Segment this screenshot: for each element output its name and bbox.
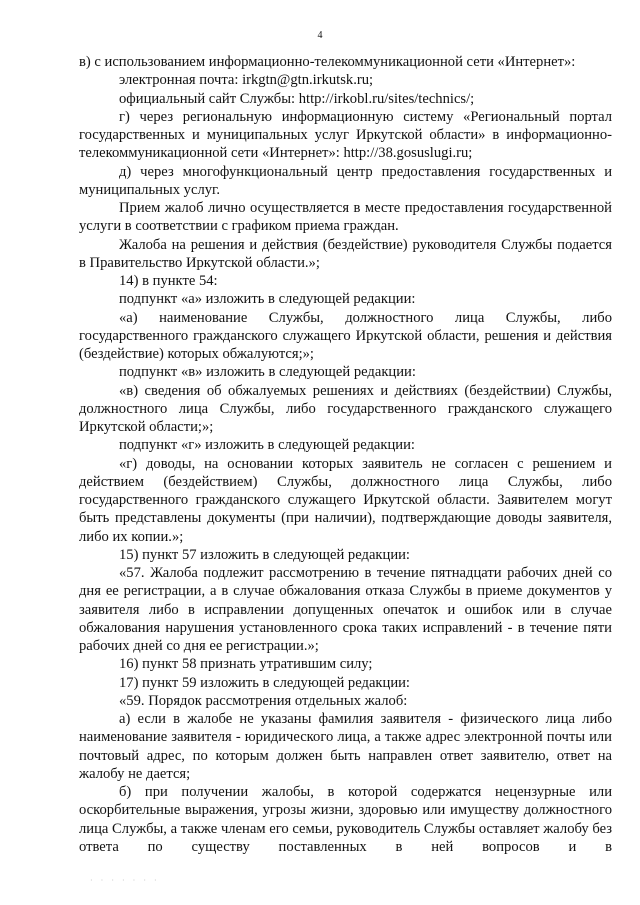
scan-artifact-marks: · · · · · · · [90, 876, 160, 885]
clause-59-item-a: а) если в жалобе не указаны фамилия заявителя - физического лица либо наименование заявителя - юридического лица, а также адрес электронной почты или почтовый адрес, по которым должен быть направлен ответ заявителю, ответ на жалобу не дается; [79, 711, 612, 782]
paragraph-item-v: в) с использованием информационно-телекоммуникационной сети «Интернет»: [79, 54, 576, 70]
amendment-17: 17) пункт 59 изложить в следующей редакции: [119, 674, 410, 691]
subitem-g-instruction: подпункт «г» изложить в следующей редакции: [119, 437, 415, 454]
page-number: 4 [317, 30, 323, 41]
amendment-15: 15) пункт 57 изложить в следующей редакции: [119, 546, 410, 563]
clause-59-heading: «59. Порядок рассмотрения отдельных жалоб: [119, 692, 408, 709]
subitem-v-instruction: подпункт «в» изложить в следующей редакции: [119, 364, 416, 381]
paragraph-item-d: д) через многофункциональный центр предоставления государственных и муниципальных услуг. [79, 163, 612, 198]
subitem-g-text: «г) доводы, на основании которых заявитель не согласен с решением и действием (бездействием) Службы, должностного лица Службы, либо государственного гражданского служащего Иркутской области. Заявителем могут быть представлены документы (при наличии), подтверждающие доводы заявителя, либо их копии.»; [79, 455, 612, 545]
paragraph-complaint-head: Жалоба на решения и действия (бездействие) руководителя Службы подается в Правительство Иркутской области.»; [79, 236, 612, 271]
subitem-v-text: «в) сведения об обжалуемых решениях и действиях (бездействии) Службы, должностного лица Службы, либо государственного гражданского служащего Иркутской области;»; [79, 382, 612, 435]
email-line: электронная почта: irkgtn@gtn.irkutsk.ru; [119, 72, 374, 89]
clause-57-text: «57. Жалоба подлежит рассмотрению в течение пятнадцати рабочих дней со дня ее регистрации, а в случае обжалования отказа Службы в приеме документов у заявителя либо в исправлении допущенных опечаток и ошибок или в случае обжалования нарушения установленного срока таких исправлений - в течение пяти рабочих дней со дня ее регистрации.»; [79, 565, 612, 654]
clause-59-item-b: б) при получении жалобы, в которой содержатся нецензурные или оскорбительные выражения, угрозы жизни, здоровью или имуществу должностного лица Службы, а также членам его семьи, руководитель Службы оставляет жалобу без ответа по существу поставленных в ней вопросов и в [79, 784, 612, 855]
paragraph-item-g: г) через региональную информационную систему «Региональный портал государственных и муниципальных услуг Иркутской области» в информационно-телекоммуникационной сети «Интернет»: http://38.gosuslugi.ru; [79, 108, 612, 162]
subitem-a-instruction: подпункт «а» изложить в следующей редакции: [119, 291, 416, 308]
amendment-16: 16) пункт 58 признать утратившим силу; [119, 656, 373, 673]
subitem-a-text: «а) наименование Службы, должностного лица Службы, либо государственного гражданского служащего Иркутской области, решения и действия (бездействие) которых обжалуются;»; [79, 309, 612, 362]
document-body [79, 53, 612, 856]
paragraph-reception: Прием жалоб лично осуществляется в месте предоставления государственной услуги в соответствии с графиком приема граждан. [79, 200, 612, 235]
website-line: официальный сайт Службы: http://irkobl.ru/sites/technics/; [119, 90, 475, 107]
amendment-14: 14) в пункте 54: [119, 273, 218, 289]
